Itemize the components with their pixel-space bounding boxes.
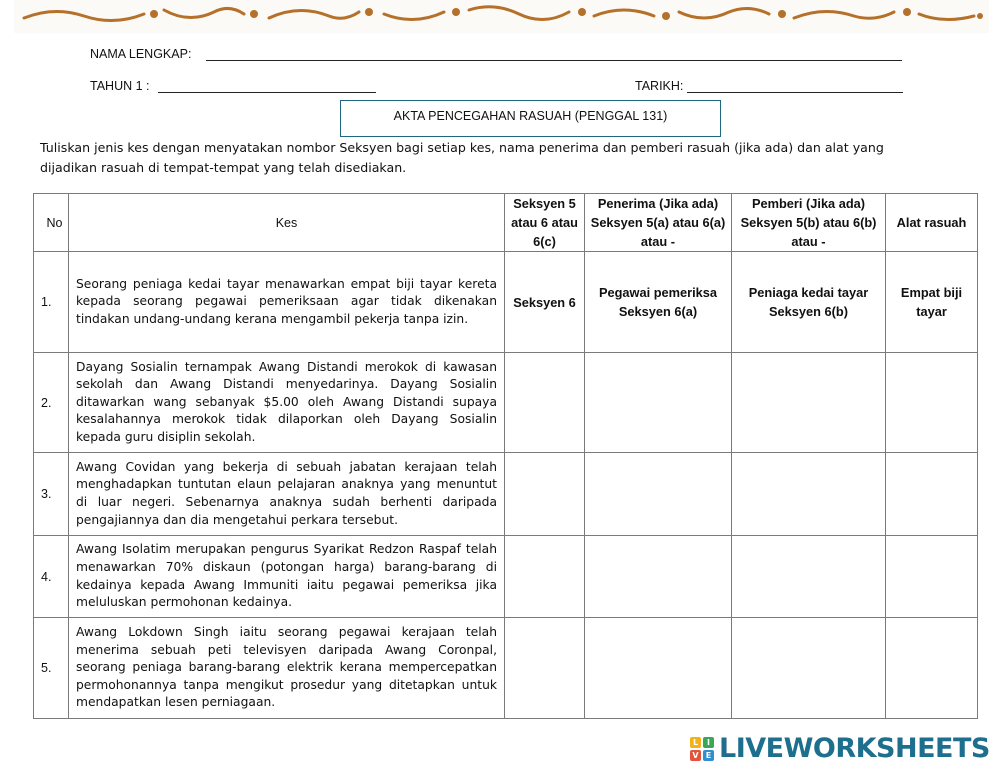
instruction-text: Tuliskan jenis kes dengan menyatakan nombor Seksyen bagi setiap kes, nama penerima dan pemberi rasuah (jika ada) dan alat yang dijadikan rasuah di tempat-tempat yang telah disediakan.	[40, 140, 884, 175]
header-penerima: Penerima (Jika ada) Seksyen 5(a) atau 6(a) atau -	[585, 194, 732, 252]
logo-cubes-icon	[690, 737, 714, 761]
case-text: Awang Isolatim merupakan pengurus Syarikat Redzon Raspaf telah menawarkan 70% diskaun (potongan harga) barang-barang di kedainya kepada Awang Immuniti iaitu pegawai pemeriksa jika meluluskan permohonan kedainya.	[69, 536, 505, 618]
scroll-ornament-icon	[14, 0, 989, 33]
answer-alat[interactable]	[886, 453, 978, 536]
answer-seksyen[interactable]	[505, 618, 585, 719]
header-pemberi: Pemberi (Jika ada) Seksyen 5(b) atau 6(b) atau -	[732, 194, 886, 252]
answer-seksyen[interactable]	[505, 353, 585, 453]
answer-pemberi[interactable]	[732, 536, 886, 618]
page-title: AKTA PENCEGAHAN RASUAH (PENGGAL 131)	[393, 108, 668, 123]
answer-seksyen[interactable]	[505, 453, 585, 536]
nama-line	[206, 60, 902, 61]
logo-cube: L	[690, 737, 701, 748]
header-no: No	[34, 194, 69, 252]
answer-penerima[interactable]	[585, 536, 732, 618]
logo-cube: V	[690, 750, 701, 761]
logo-cube: I	[703, 737, 714, 748]
row-number: 5.	[34, 618, 69, 719]
title-box	[340, 100, 721, 137]
answer-alat[interactable]	[886, 618, 978, 719]
header-kes: Kes	[69, 194, 505, 252]
answer-alat[interactable]	[886, 353, 978, 453]
nama-label: NAMA LENGKAP:	[90, 47, 192, 61]
answer-seksyen[interactable]	[505, 536, 585, 618]
tarikh-line	[687, 92, 903, 93]
answer-pemberi[interactable]: Peniaga kedai tayar Seksyen 6(b)	[732, 252, 886, 353]
cases-table	[33, 193, 978, 719]
row-number: 4.	[34, 536, 69, 618]
table-row	[34, 353, 978, 453]
logo-cube: E	[703, 750, 714, 761]
header-alat: Alat rasuah	[886, 194, 978, 252]
answer-penerima[interactable]	[585, 453, 732, 536]
ornamental-banner	[14, 0, 989, 33]
header-seksyen: Seksyen 5 atau 6 atau 6(c)	[505, 194, 585, 252]
tarikh-label: TARIKH:	[635, 79, 684, 93]
answer-penerima[interactable]: Pegawai pemeriksa Seksyen 6(a)	[585, 252, 732, 353]
case-text: Awang Covidan yang bekerja di sebuah jabatan kerajaan telah menghadapkan tuntutan elaun pelajaran anaknya yang menuntut di luar negeri. Sebenarnya anaknya sudah berhenti daripada pengajiannya dan dia mengetahui perkara tersebut.	[69, 453, 505, 536]
table-row	[34, 618, 978, 719]
case-text: Dayang Sosialin ternampak Awang Distandi merokok di kawasan sekolah dan Awang Distandi menyedarinya. Dayang Sosialin ditawarkan wang sebanyak $5.00 oleh Awang Distandi supaya kesalahannya merokok tidak dilaporkan oleh Dayang Sosialin kepada guru disiplin sekolah.	[69, 353, 505, 453]
table-row	[34, 252, 978, 353]
answer-pemberi[interactable]	[732, 618, 886, 719]
answer-pemberi[interactable]	[732, 453, 886, 536]
answer-penerima[interactable]	[585, 618, 732, 719]
answer-pemberi[interactable]	[732, 353, 886, 453]
case-text: Seorang peniaga kedai tayar menawarkan empat biji tayar kereta kepada seorang pegawai pemeriksaan agar tidak dikenakan tindakan undang-undang kerana mengambil pekerja tanpa izin.	[69, 252, 505, 353]
answer-seksyen[interactable]: Seksyen 6	[505, 252, 585, 353]
case-text: Awang Lokdown Singh iaitu seorang pegawai kerajaan telah menerima sebuah peti televisyen daripada Awang Coronpal, seorang peniaga barang-barang elektrik kerana mempercepatkan permohonannya tanpa mengikut prosedur yang ditetapkan untuk mendapatkan lesen perniagaan.	[69, 618, 505, 719]
logo-text: LIVEWORKSHEETS	[719, 733, 990, 764]
tahun-label: TAHUN 1 :	[90, 79, 150, 93]
tahun-line	[158, 92, 376, 93]
answer-alat[interactable]	[886, 536, 978, 618]
row-number: 2.	[34, 353, 69, 453]
table-header-row	[34, 194, 978, 252]
liveworksheets-logo	[690, 733, 990, 764]
table-row	[34, 536, 978, 618]
row-number: 1.	[34, 252, 69, 353]
table-row	[34, 453, 978, 536]
row-number: 3.	[34, 453, 69, 536]
answer-penerima[interactable]	[585, 353, 732, 453]
answer-alat[interactable]: Empat biji tayar	[886, 252, 978, 353]
